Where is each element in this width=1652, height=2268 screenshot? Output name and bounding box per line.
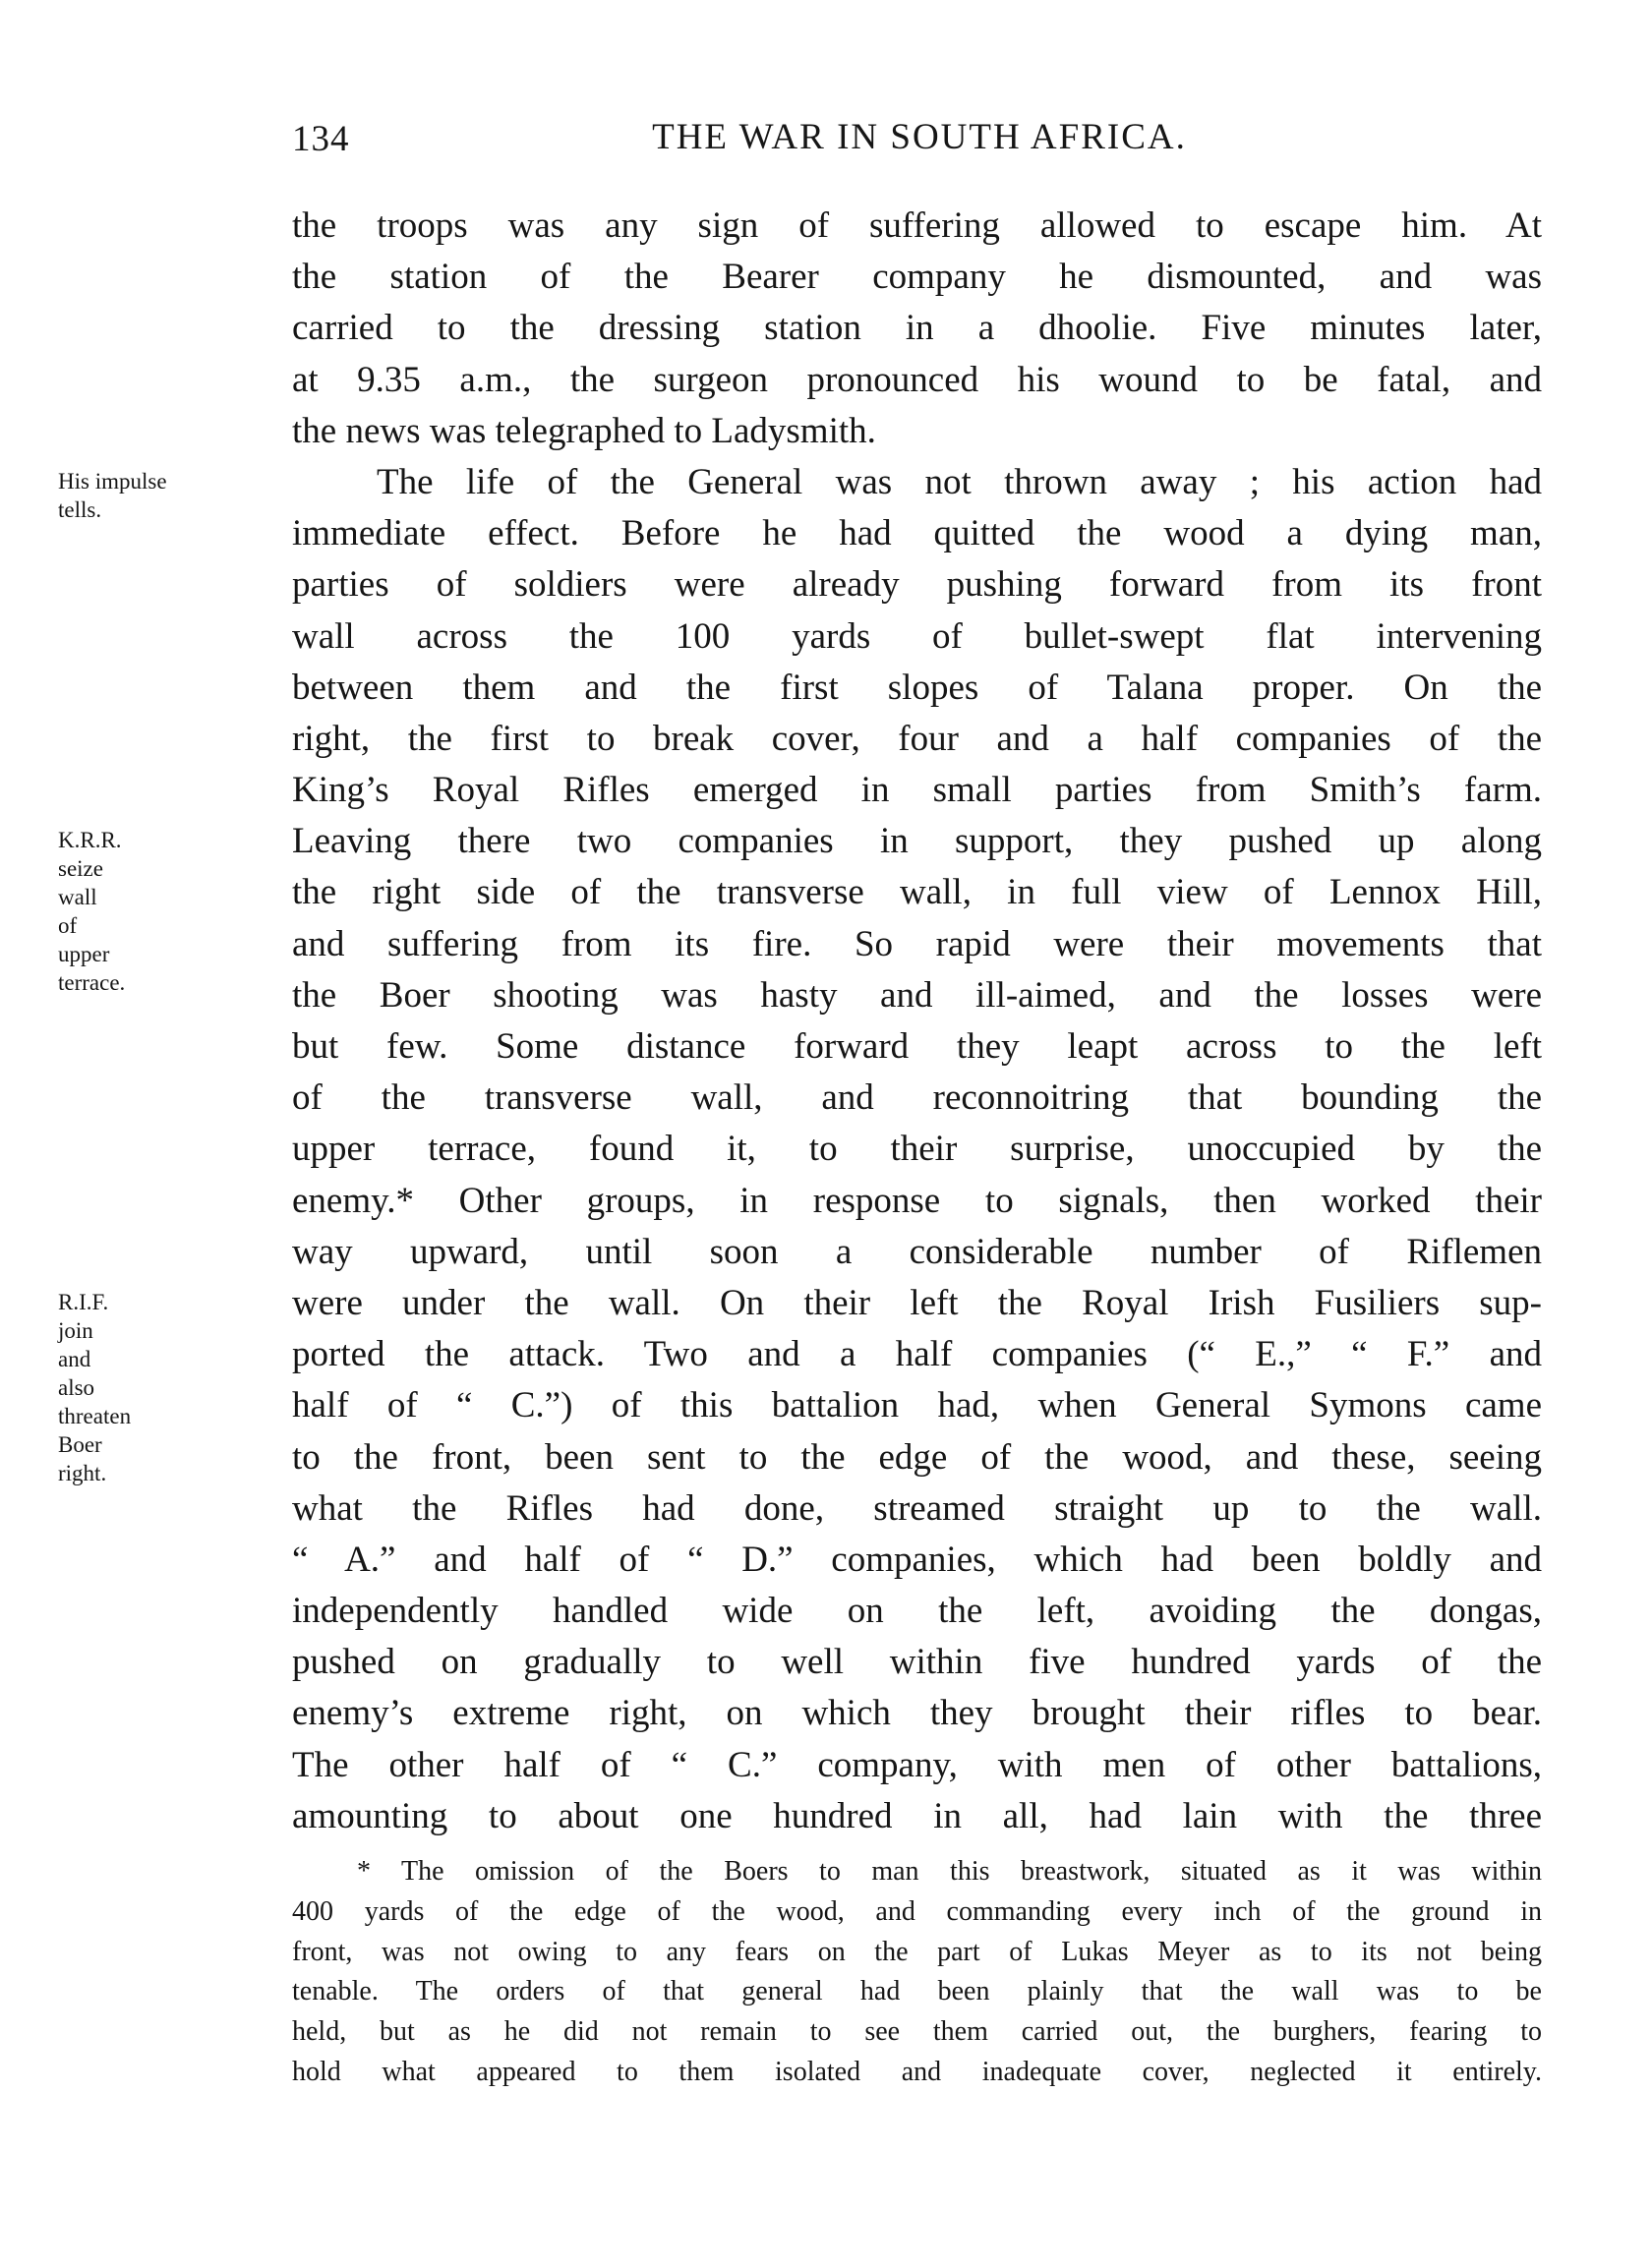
body-line: were under the wall. On their left the Royal Irish Fusiliers sup- bbox=[292, 1282, 1542, 1323]
body-line: upper terrace, found it, to their surprise, unoccupied by the bbox=[292, 1129, 1542, 1170]
body-line: way upward, until soon a considerable number of Riflemen bbox=[292, 1231, 1542, 1272]
body-line: The other half of “ C.” company, with men of other battalions, bbox=[292, 1744, 1542, 1785]
body-line: and suffering from its fire. So rapid were their movements that bbox=[292, 923, 1542, 964]
body-line: of the transverse wall, and reconnoitring that bounding the bbox=[292, 1077, 1542, 1119]
footnote bbox=[292, 1852, 1542, 2093]
body-line: the troops was any sign of suffering allowed to escape him. At bbox=[292, 205, 1542, 246]
margin-note-line: join bbox=[58, 1318, 93, 1344]
body-line: King’s Royal Rifles emerged in small parties from Smith’s farm. bbox=[292, 770, 1542, 811]
footnote-line: front, was not owing to any fears on the part of Lukas Meyer as to its not being bbox=[292, 1936, 1542, 1967]
margin-note-line: seize bbox=[58, 856, 103, 882]
margin-note bbox=[58, 467, 167, 524]
body-line: between them and the first slopes of Talana proper. On the bbox=[292, 667, 1542, 708]
margin-note-line: also bbox=[58, 1375, 95, 1401]
body-line: but few. Some distance forward they leapt across to the left bbox=[292, 1026, 1542, 1067]
body-line: independently handled wide on the left, avoiding the dongas, bbox=[292, 1591, 1542, 1632]
body-line: Leaving there two companies in support, they pushed up along bbox=[292, 821, 1542, 862]
body-line: pushed on gradually to well within five hundred yards of the bbox=[292, 1642, 1542, 1683]
footnote-line: * The omission of the Boers to man this breastwork, situated as it was within bbox=[357, 1856, 1542, 1887]
margin-note-line: His impulse bbox=[58, 469, 167, 494]
margin-note-line: R.I.F. bbox=[58, 1290, 109, 1315]
body-line: The life of the General was not thrown away ; his action had bbox=[377, 461, 1542, 502]
body-line: at 9.35 a.m., the surgeon pronounced his wound to be fatal, and bbox=[292, 359, 1542, 400]
footnote-line: hold what appeared to them isolated and inadequate cover, neglected it entirely. bbox=[292, 2056, 1542, 2087]
margin-note-line: wall bbox=[58, 885, 97, 910]
margin-note-line: Boer bbox=[58, 1432, 102, 1458]
running-title: THE WAR IN SOUTH AFRICA. bbox=[652, 117, 1187, 157]
margin-note-line: and bbox=[58, 1347, 91, 1372]
body-line: wall across the 100 yards of bullet-swept flat intervening bbox=[292, 615, 1542, 657]
margin-note bbox=[58, 1288, 131, 1487]
margin-note-line: of bbox=[58, 913, 78, 939]
margin-note-line: right. bbox=[58, 1461, 107, 1486]
body-line: ported the attack. Two and a half companies (“ E.,” “ F.” and bbox=[292, 1334, 1542, 1375]
body-line: the news was telegraphed to Ladysmith. bbox=[292, 410, 876, 451]
footnote-line: held, but as he did not remain to see them carried out, the burghers, fearing to bbox=[292, 2016, 1542, 2048]
body-line: immediate effect. Before he had quitted the wood a dying man, bbox=[292, 513, 1542, 554]
margin-note-line: upper bbox=[58, 942, 110, 967]
body-line: half of “ C.”) of this battalion had, when General Symons came bbox=[292, 1385, 1542, 1426]
body-line: right, the first to break cover, four and a half companies of the bbox=[292, 718, 1542, 759]
margin-note-line: threaten bbox=[58, 1404, 132, 1429]
footnote-line: 400 yards of the edge of the wood, and commanding every inch of the ground in bbox=[292, 1895, 1542, 1927]
body-line: what the Rifles had done, streamed straight up to the wall. bbox=[292, 1487, 1542, 1529]
body-line: carried to the dressing station in a dhoolie. Five minutes later, bbox=[292, 308, 1542, 349]
margin-note bbox=[58, 826, 125, 997]
body-line: parties of soldiers were already pushing forward from its front bbox=[292, 564, 1542, 606]
body-line: the Boer shooting was hasty and ill-aimed, and the losses were bbox=[292, 974, 1542, 1016]
body-line: the right side of the transverse wall, in full view of Lennox Hill, bbox=[292, 872, 1542, 913]
margin-note-line: tells. bbox=[58, 497, 102, 522]
body-line: amounting to about one hundred in all, had lain with the three bbox=[292, 1795, 1542, 1836]
body-line: “ A.” and half of “ D.” companies, which had been boldly and bbox=[292, 1539, 1542, 1580]
body-line: to the front, been sent to the edge of the wood, and these, seeing bbox=[292, 1436, 1542, 1478]
body-line: enemy’s extreme right, on which they brought their rifles to bear. bbox=[292, 1693, 1542, 1734]
footnote-line: tenable. The orders of that general had been plainly that the wall was to be bbox=[292, 1976, 1542, 2007]
body-line: enemy.* Other groups, in response to signals, then worked their bbox=[292, 1180, 1542, 1221]
page-number: 134 bbox=[292, 119, 350, 159]
margin-note-line: K.R.R. bbox=[58, 828, 122, 853]
margin-note-line: terrace. bbox=[58, 970, 126, 996]
body-text bbox=[292, 201, 1542, 1842]
body-line: the station of the Bearer company he dismounted, and was bbox=[292, 257, 1542, 298]
